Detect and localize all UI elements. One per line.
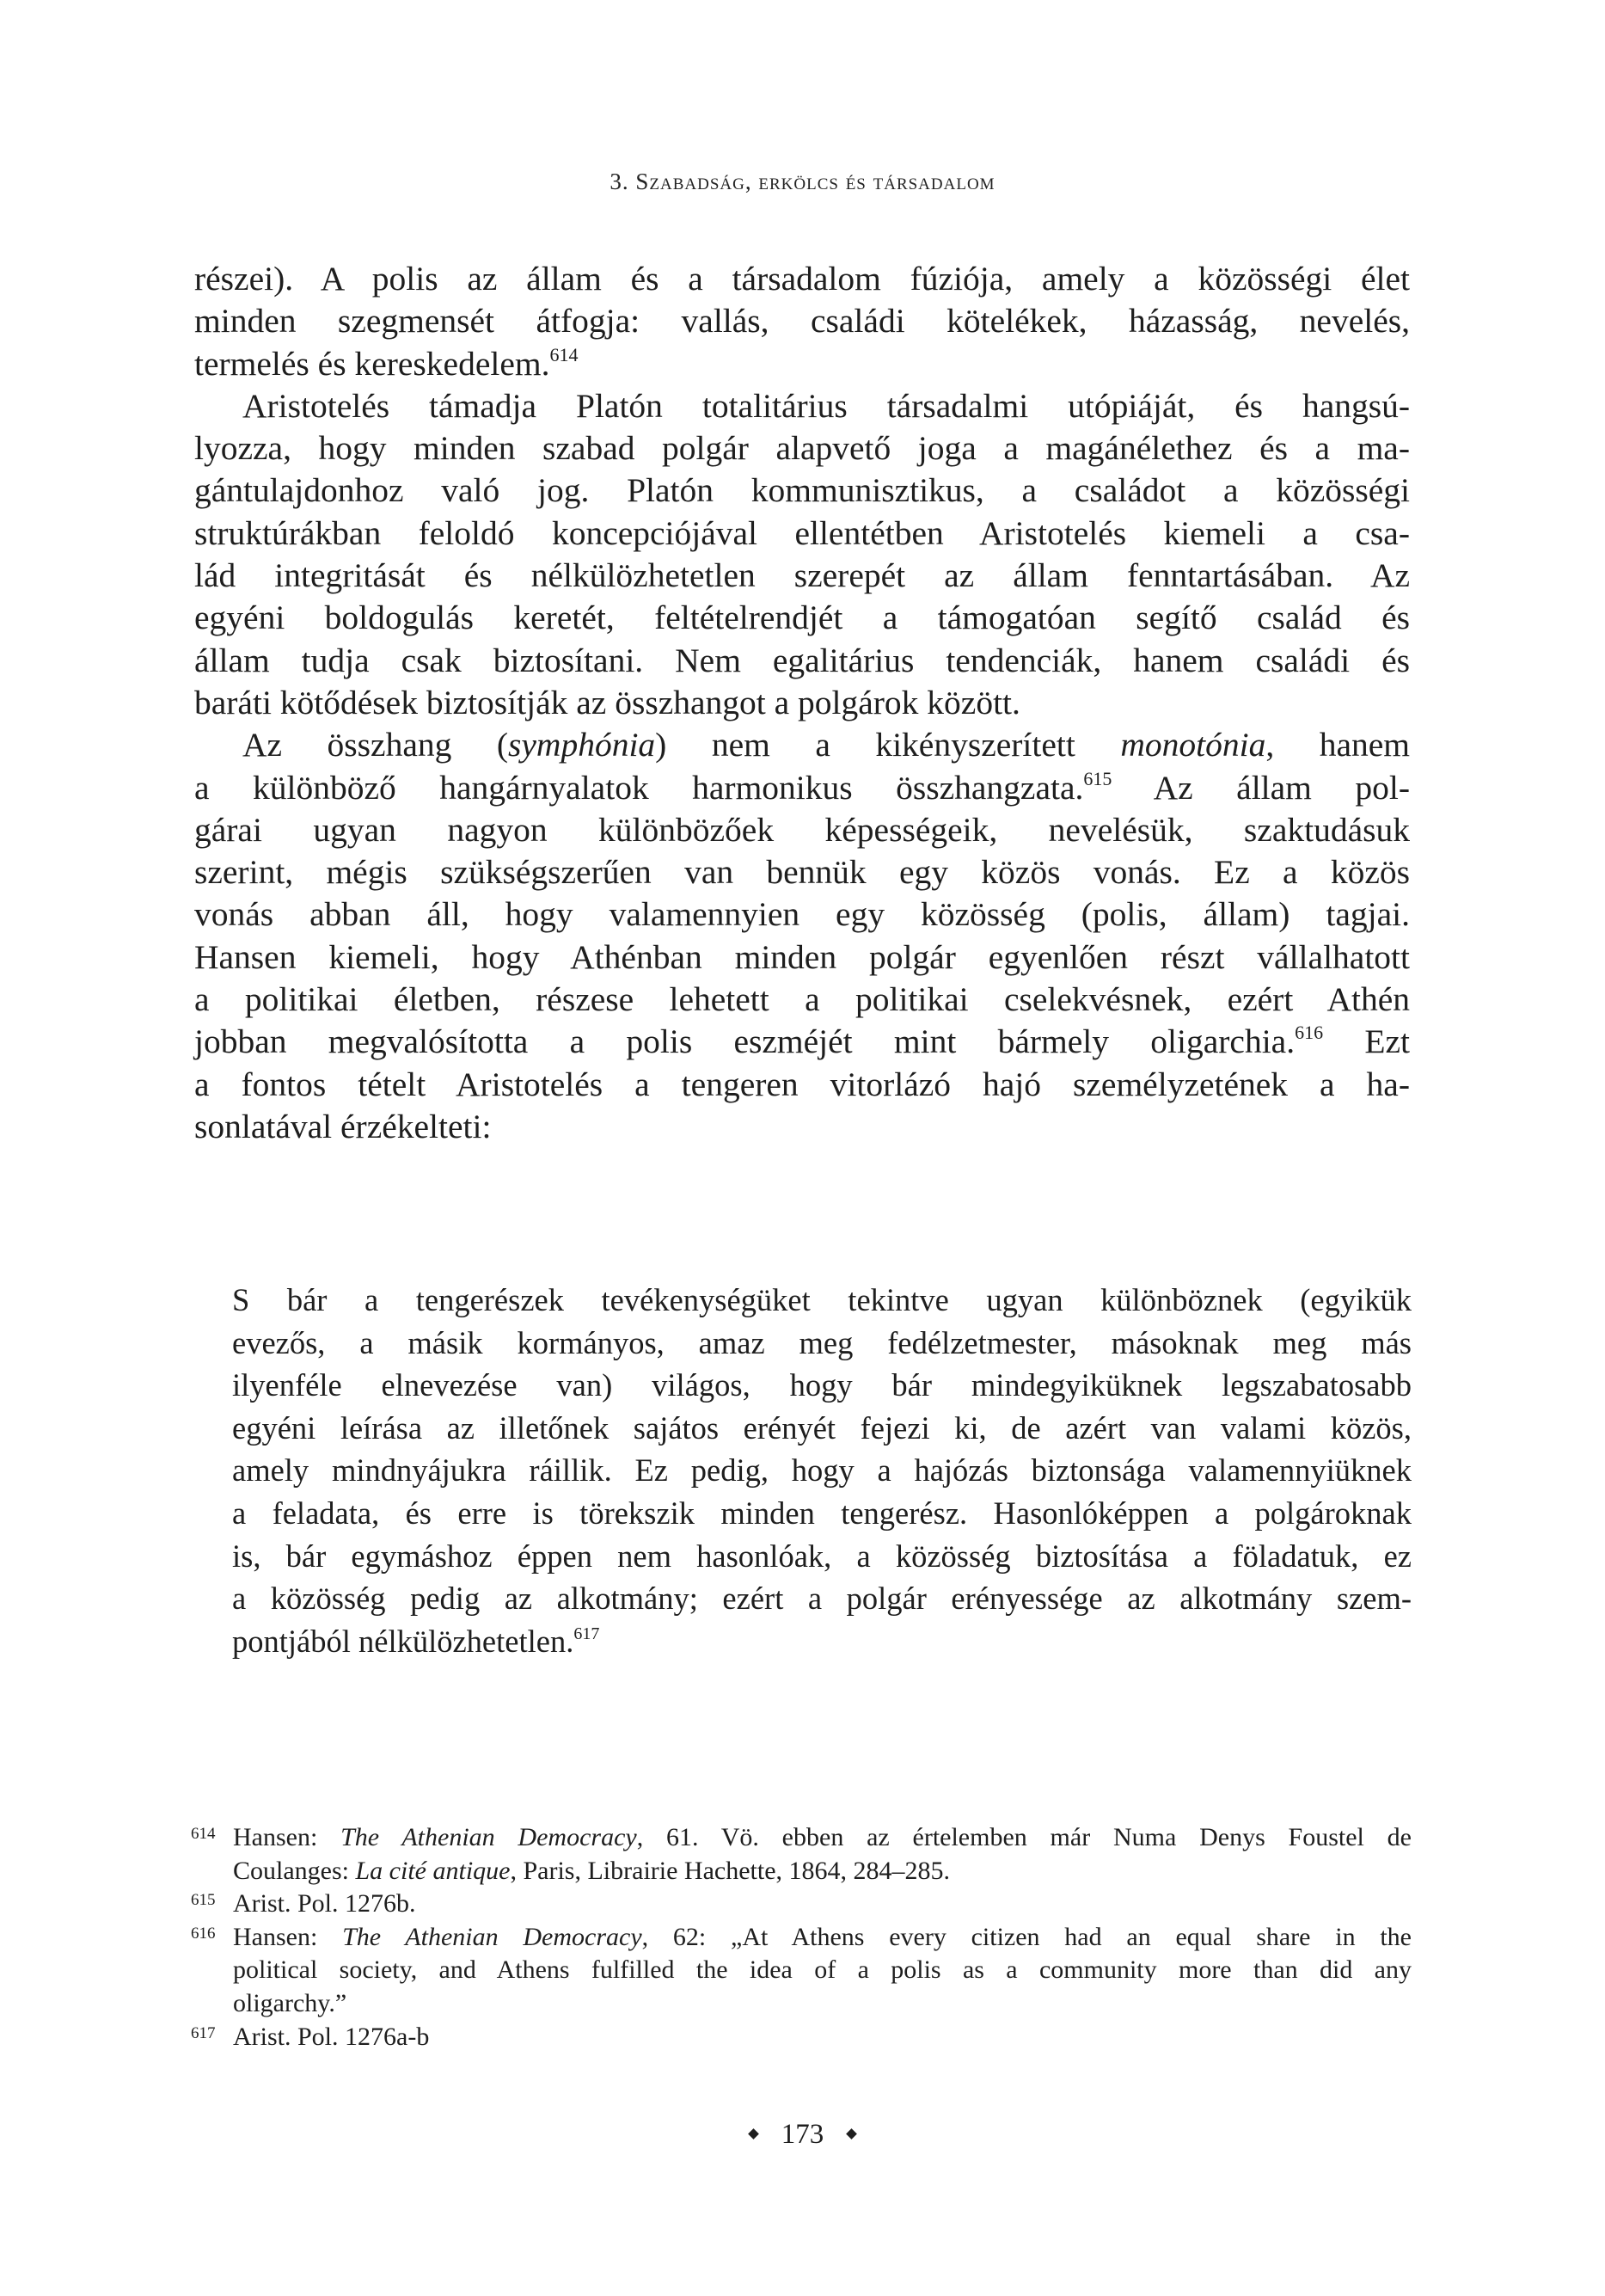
footnote-number: 614 [191,1825,216,1843]
text-line: termelés és kereskedelem.$^{614}$ [194,343,579,383]
text-line: egyéni boldogulás keretét, feltételrendjét a támogatóan segítő család és [194,599,1410,637]
diamond-ornament-icon [846,2128,857,2139]
diamond-ornament-icon [748,2128,759,2139]
footnote-ref-616[interactable]: 616 [1295,1022,1324,1044]
quote-line: pontjából nélkülözhetetlen.$^{617}$ [232,1623,600,1659]
quote-line: S bár a tengerészek tevékenységüket tekintve ugyan különböznek (egyikük [232,1282,1412,1317]
footnotes [191,1821,1412,2054]
block-quote [232,1279,1412,1662]
text-line: baráti kötődések biztosítják az összhangot a polgárok között. [194,683,1020,721]
text-line: vonás abban áll, hogy valamennyien egy közösség (polis, állam) tagjai. [194,895,1410,934]
chapter-title: Szabadság, erkölcs és társadalom [635,169,995,194]
footnote-ref-614[interactable]: 614 [549,343,579,365]
text-line: a politikai életben, részese lehetett a politikai cselekvésnek, ezért Athén [194,980,1410,1019]
text-line: a különböző hangárnyalatok harmonikus összhangzata.$^{615}$ Az állam pol- [194,767,1410,807]
text-line: Az összhang (symphónia) nem a kikényszerített monotónia, hanem [242,726,1410,764]
text-line: Hansen kiemeli, hogy Athénban minden polgár egyenlően részt vállalhatott [194,937,1410,976]
footnote-line: Arist. Pol. 1276a-b [233,2022,430,2051]
text-line: sonlatával érzékelteti: [194,1107,492,1145]
footnote-number: 616 [191,1924,216,1943]
quote-line: a feladata, és erre is törekszik minden tengerész. Hasonlóképpen a polgároknak [232,1495,1412,1531]
footnote-616 [191,1921,1412,2021]
quote-line: evezős, a másik kormányos, amaz meg fedélzetmester, másoknak meg más [232,1324,1412,1360]
footnote-ref-615[interactable]: 615 [1083,767,1112,789]
text-line: lád integritását és nélkülözhetetlen szerepét az állam fenntartásában. Az [194,556,1410,595]
footnote-line: Hansen: The Athenian Democracy, 61. Vö. ebben az értelemben már Numa Denys Foustel de [233,1823,1412,1851]
text-line: a fontos tételt Aristotelés a tengeren vitorlázó hajó személyzetének a ha- [194,1065,1410,1103]
quote-line: amely mindnyájukra ráillik. Ez pedig, hogy a hajózás biztonsága valamennyiüknek [232,1452,1412,1489]
footnote-614 [191,1821,1412,1888]
quote-line: a közösség pedig az alkotmány; ezért a polgár erényessége az alkotmány szem- [232,1581,1412,1617]
main-text [194,258,1410,1148]
page-footer [0,2119,1605,2151]
text-line: gárai ugyan nagyon különbözőek képességeik, nevelésük, szaktudásuk [194,810,1410,849]
page-number: 173 [781,2119,824,2150]
footnote-ref-617[interactable]: 617 [573,1624,600,1643]
running-head [0,169,1605,195]
text-line: minden szegmensét átfogja: vallás, családi kötelékek, házasság, nevelés, [194,302,1410,341]
footnote-615 [191,1888,1412,1921]
text-line: struktúrákban feloldó koncepciójával ellentétben Aristotelés kiemeli a csa- [194,513,1410,552]
footnote-line: Arist. Pol. 1276b. [233,1889,416,1918]
italic-term: monotónia [1120,726,1266,764]
text-line: lyozza, hogy minden szabad polgár alapvető joga a magánélethez és a ma- [194,429,1410,468]
footnote-number: 615 [191,1891,216,1910]
footnote-line: oligarchy.” [233,1988,347,2017]
text-line: részei). A polis az állam és a társadalom fúziója, amely a közösségi élet [194,260,1410,298]
chapter-number: 3. [610,169,629,194]
quote-line: ilyenféle elnevezése van) világos, hogy bár mindegyiküknek legszabatosabb [232,1367,1412,1403]
footnote-number: 617 [191,2023,216,2042]
footnote-line: political society, and Athens fulfilled the idea of a polis as a community more than did any [233,1955,1412,1985]
text-line: szerint, mégis szükségszerűen van bennük egy közös vonás. Ez a közös [194,853,1410,892]
text-line: Aristotelés támadja Platón totalitárius társadalmi utópiáját, és hangsú- [242,386,1410,425]
quote-line: egyéni leírása az illetőnek sajátos erényét fejezi ki, de azért van valami közös, [232,1409,1412,1446]
footnote-line: Coulanges: La cité antique, Paris, Librairie Hachette, 1864, 284–285. [233,1856,951,1885]
text-line: jobban megvalósította a polis eszméjét mint bármely oligarchia.$^{616}$ Ezt [194,1022,1410,1061]
text-line: állam tudja csak biztosítani. Nem egalitárius tendenciák, hanem családi és [194,641,1410,679]
footnote-line: Hansen: The Athenian Democracy, 62: „At Athens every citizen had an equal share in the [233,1922,1412,1951]
footnote-617 [191,2021,1412,2054]
quote-line: is, bár egymáshoz éppen nem hasonlóak, a közösség biztosítása a föladatuk, ez [232,1538,1412,1574]
text-line: gántulajdonhoz való jog. Platón kommunisztikus, a családot a közösségi [194,471,1410,510]
italic-term: symphónia [508,726,656,764]
